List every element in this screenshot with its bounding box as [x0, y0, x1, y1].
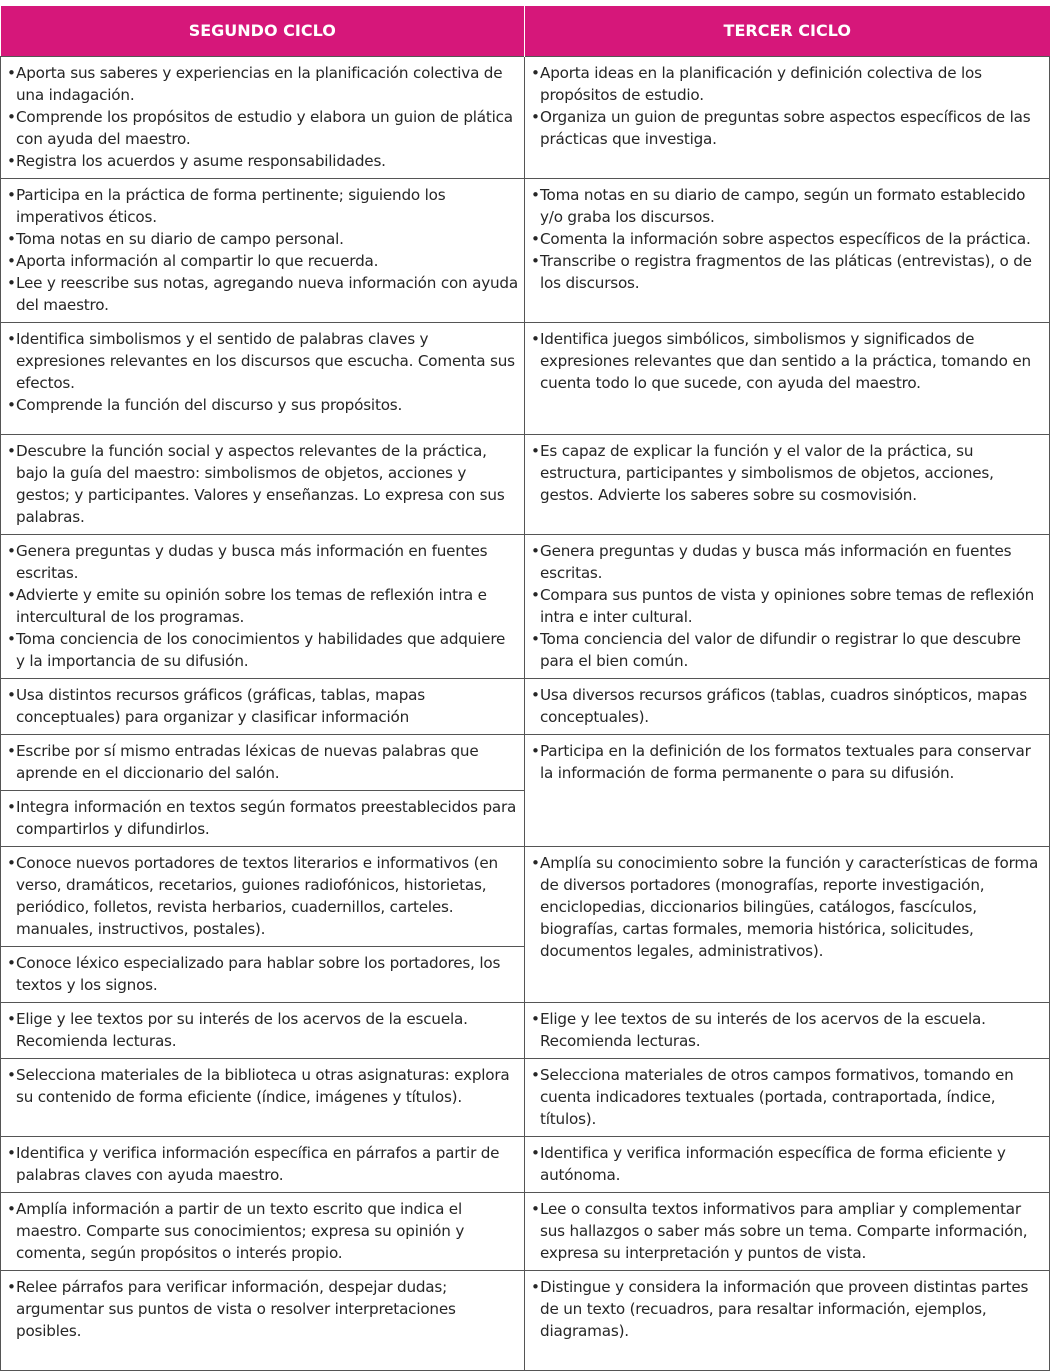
cell-segundo-ciclo: [1, 179, 525, 323]
cell-segundo-ciclo: [1, 1003, 525, 1059]
cell-tercer-ciclo: [525, 535, 1050, 679]
list-item: • Comprende los propósitos de estudio y elabora un guion de plática con ayuda del maestro.: [7, 106, 518, 150]
list-item: • Aporta sus saberes y experiencias en la planificación colectiva de una indagación.: [7, 62, 518, 106]
cell-segundo-ciclo: [1, 1059, 525, 1137]
list-item: • Toma conciencia del valor de difundir o registrar lo que descubre para el bien común.: [531, 628, 1043, 672]
table-row: [1, 735, 1050, 791]
cell-tercer-ciclo: [525, 1193, 1050, 1271]
list-item: • Es capaz de explicar la función y el valor de la práctica, su estructura, participantes y simbolismos de objetos, acciones, gestos. Advierte los saberes sobre su cosmovisión.: [531, 440, 1043, 506]
cell-tercer-ciclo: [525, 323, 1050, 435]
cell-segundo-ciclo: [1, 1137, 525, 1193]
cell-tercer-ciclo: [525, 1271, 1050, 1371]
cell-tercer-ciclo: [525, 1137, 1050, 1193]
list-item: • Amplía su conocimiento sobre la función y características de forma de diversos portadores (monografías, reporte investigación, enciclopedias, diccionarios bilingües, catálogos, fascículos, biografías, cartas formales, memoria histórica, solicitudes, documentos legales, administrativos).: [531, 852, 1043, 962]
cell-tercer-ciclo: [525, 847, 1050, 1003]
table-row: [1, 1271, 1050, 1371]
list-item: • Amplía información a partir de un texto escrito que indica el maestro. Comparte sus conocimientos; expresa su opinión y comenta, según propósitos o interés propio.: [7, 1198, 518, 1264]
list-item: • Escribe por sí mismo entradas léxicas de nuevas palabras que aprende en el diccionario del salón.: [7, 740, 518, 784]
table-row: [1, 1137, 1050, 1193]
table-row: [1, 847, 1050, 947]
list-item: • Distingue y considera la información que proveen distintas partes de un texto (recuadros, para resaltar información, ejemplos, diagramas).: [531, 1276, 1043, 1342]
table-row: [1, 1059, 1050, 1137]
cell-segundo-ciclo: [1, 323, 525, 435]
table-row: [1, 57, 1050, 179]
list-item: • Lee o consulta textos informativos para ampliar y complementar sus hallazgos o saber más sobre un tema. Comparte información, expresa su interpretación y puntos de vista.: [531, 1198, 1043, 1264]
list-item: • Elige y lee textos por su interés de los acervos de la escuela. Recomienda lecturas.: [7, 1008, 518, 1052]
cell-segundo-ciclo: [1, 847, 525, 947]
table-row: [1, 535, 1050, 679]
cell-segundo-ciclo: [1, 1193, 525, 1271]
list-item: • Toma notas en su diario de campo, según un formato establecido y/o graba los discursos.: [531, 184, 1043, 228]
table-row: [1, 179, 1050, 323]
list-item: • Toma conciencia de los conocimientos y habilidades que adquiere y la importancia de su difusión.: [7, 628, 518, 672]
cell-segundo-ciclo: [1, 735, 525, 791]
list-item: • Selecciona materiales de la biblioteca u otras asignaturas: explora su contenido de forma eficiente (índice, imágenes y títulos).: [7, 1064, 518, 1108]
list-item: • Usa diversos recursos gráficos (tablas, cuadros sinópticos, mapas conceptuales).: [531, 684, 1043, 728]
list-item: • Transcribe o registra fragmentos de las pláticas (entrevistas), o de los discursos.: [531, 250, 1043, 294]
list-item: • Genera preguntas y dudas y busca más información en fuentes escritas.: [7, 540, 518, 584]
header-tercer-ciclo: TERCER CICLO: [525, 6, 1050, 57]
cell-tercer-ciclo: [525, 1003, 1050, 1059]
cell-segundo-ciclo: [1, 435, 525, 535]
list-item: • Identifica simbolismos y el sentido de palabras claves y expresiones relevantes en los discursos que escucha. Comenta sus efectos.: [7, 328, 518, 394]
cell-tercer-ciclo: [525, 179, 1050, 323]
list-item: • Conoce nuevos portadores de textos literarios e informativos (en verso, dramáticos, recetarios, guiones radiofónicos, historietas, periódico, folletos, revista herbarios, cuadernillos, carteles. manuales, instructivos, postales).: [7, 852, 518, 940]
list-item: • Compara sus puntos de vista y opiniones sobre temas de reflexión intra e inter cultural.: [531, 584, 1043, 628]
list-item: • Advierte y emite su opinión sobre los temas de reflexión intra e intercultural de los programas.: [7, 584, 518, 628]
cell-tercer-ciclo: [525, 679, 1050, 735]
cell-segundo-ciclo: [1, 791, 525, 847]
list-item: • Participa en la práctica de forma pertinente; siguiendo los imperativos éticos.: [7, 184, 518, 228]
table-row: [1, 1193, 1050, 1271]
cell-tercer-ciclo: [525, 435, 1050, 535]
cell-segundo-ciclo: [1, 535, 525, 679]
list-item: • Identifica y verifica información específica de forma eficiente y autónoma.: [531, 1142, 1043, 1186]
table-row: [1, 1003, 1050, 1059]
list-item: • Aporta ideas en la planificación y definición colectiva de los propósitos de estudio.: [531, 62, 1043, 106]
list-item: • Integra información en textos según formatos preestablecidos para compartirlos y difundirlos.: [7, 796, 518, 840]
list-item: • Identifica juegos simbólicos, simbolismos y significados de expresiones relevantes que dan sentido a la práctica, tomando en cuenta todo lo que sucede, con ayuda del maestro.: [531, 328, 1043, 394]
list-item: • Participa en la definición de los formatos textuales para conservar la información de forma permanente o para su difusión.: [531, 740, 1043, 784]
list-item: • Genera preguntas y dudas y busca más información en fuentes escritas.: [531, 540, 1043, 584]
list-item: • Aporta información al compartir lo que recuerda.: [7, 250, 518, 272]
list-item: • Comprende la función del discurso y sus propósitos.: [7, 394, 518, 416]
cell-segundo-ciclo: [1, 57, 525, 179]
list-item: • Organiza un guion de preguntas sobre aspectos específicos de las prácticas que investiga.: [531, 106, 1043, 150]
list-item: • Registra los acuerdos y asume responsabilidades.: [7, 150, 518, 172]
table-row: [1, 435, 1050, 535]
cell-tercer-ciclo: [525, 1059, 1050, 1137]
list-item: • Lee y reescribe sus notas, agregando nueva información con ayuda del maestro.: [7, 272, 518, 316]
table-row: [1, 323, 1050, 435]
list-item: • Identifica y verifica información específica en párrafos a partir de palabras claves con ayuda maestro.: [7, 1142, 518, 1186]
cell-segundo-ciclo: [1, 679, 525, 735]
list-item: • Conoce léxico especializado para hablar sobre los portadores, los textos y los signos.: [7, 952, 518, 996]
list-item: • Comenta la información sobre aspectos específicos de la práctica.: [531, 228, 1043, 250]
table-row: [1, 679, 1050, 735]
list-item: • Elige y lee textos de su interés de los acervos de la escuela. Recomienda lecturas.: [531, 1008, 1043, 1052]
list-item: • Toma notas en su diario de campo personal.: [7, 228, 518, 250]
list-item: • Descubre la función social y aspectos relevantes de la práctica, bajo la guía del maestro: simbolismos de objetos, acciones y gestos; y participantes. Valores y enseñanzas. Lo expresa con sus palabras.: [7, 440, 518, 528]
cell-tercer-ciclo: [525, 735, 1050, 847]
list-item: • Usa distintos recursos gráficos (gráficas, tablas, mapas conceptuales) para organizar y clasificar información: [7, 684, 518, 728]
list-item: • Selecciona materiales de otros campos formativos, tomando en cuenta indicadores textuales (portada, contraportada, índice, títulos).: [531, 1064, 1043, 1130]
comparison-table: [0, 6, 1050, 1371]
cell-segundo-ciclo: [1, 1271, 525, 1371]
list-item: • Relee párrafos para verificar información, despejar dudas; argumentar sus puntos de vista o resolver interpretaciones posibles.: [7, 1276, 518, 1342]
cell-segundo-ciclo: [1, 947, 525, 1003]
header-segundo-ciclo: SEGUNDO CICLO: [1, 6, 525, 57]
table-header: [1, 6, 1050, 57]
cell-tercer-ciclo: [525, 57, 1050, 179]
table-body: [1, 57, 1050, 1371]
